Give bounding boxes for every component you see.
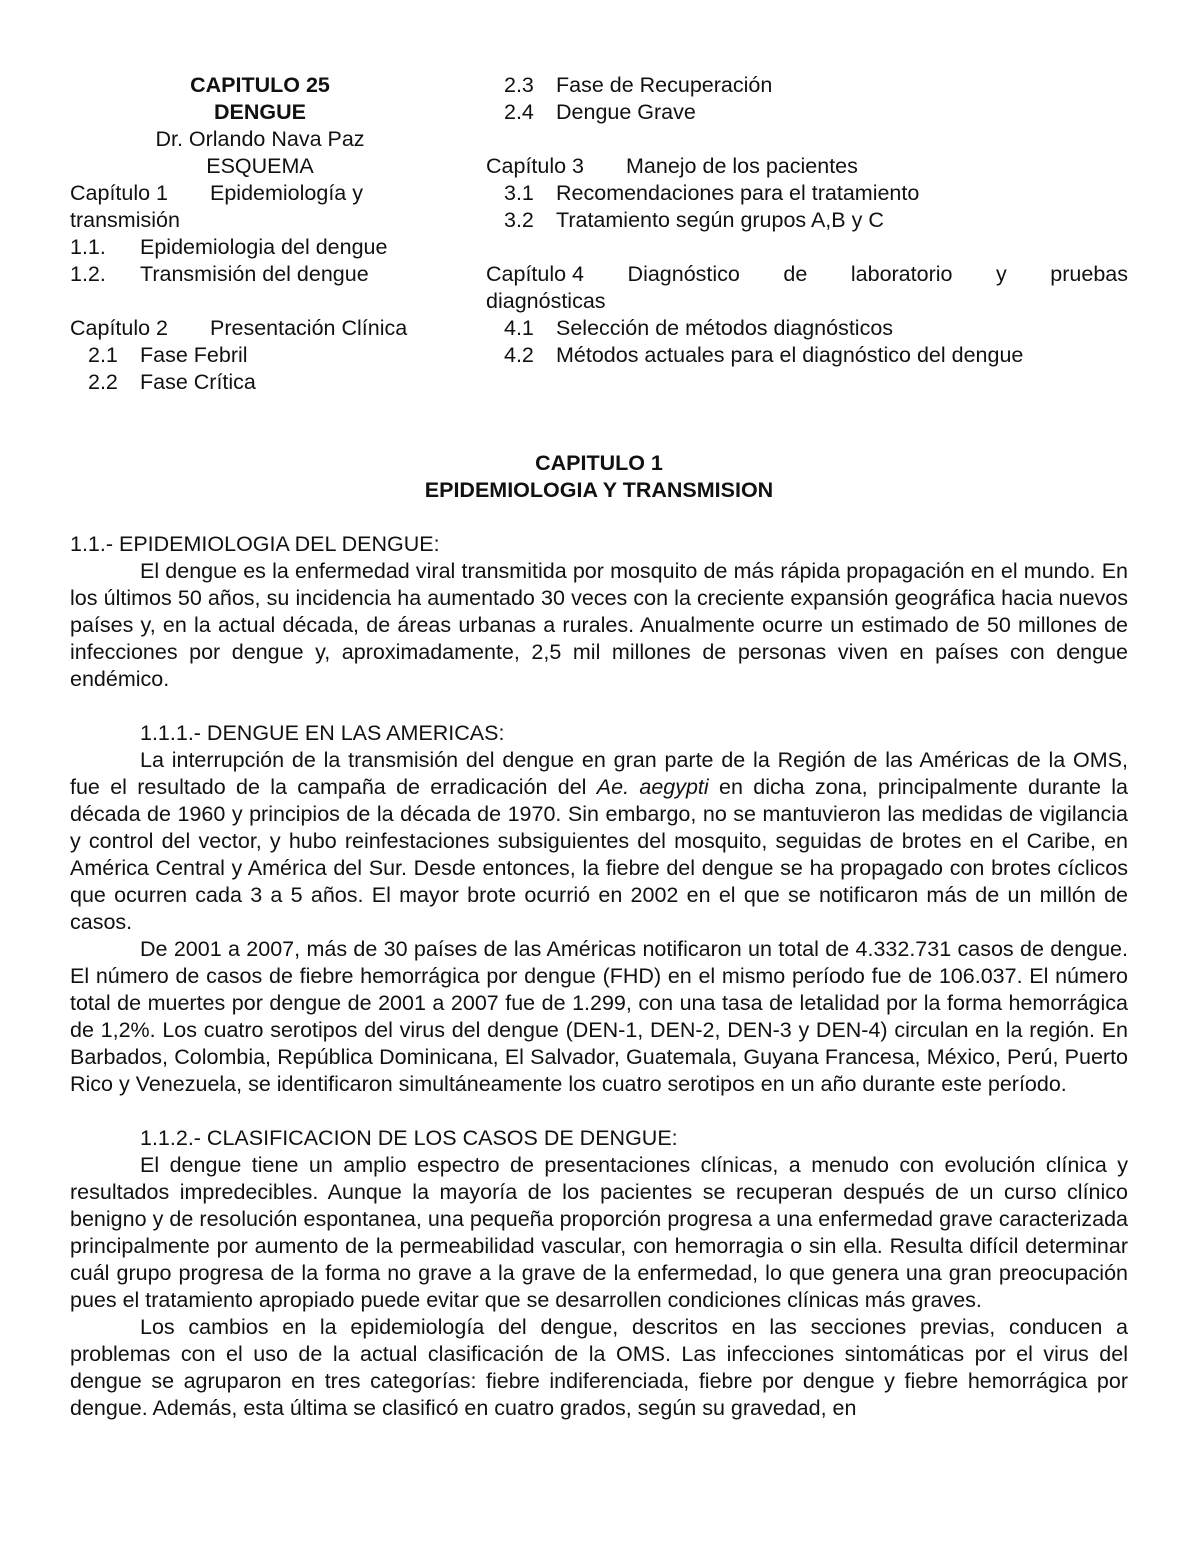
outline-item (486, 180, 1128, 207)
chapter-title: DENGUE (214, 100, 306, 124)
species-name: Ae. aegypti (596, 775, 709, 799)
item-number: 2.2 (88, 370, 118, 394)
chapter1-heading (70, 450, 1128, 504)
outline-cap4 (486, 261, 1128, 288)
paragraph: Los cambios en la epidemiología del dengue, descritos en las secciones previas, conducen a problemas con el uso de la actual clasificación de la OMS. Las infecciones sintomáticas por el virus del dengue se agruparon en tres categorías: fiebre indiferenciada, fiebre por dengue y fiebre hemorrágica por dengue. Además, esta última se clasificó en cuatro grados, según su gravedad, en (70, 1315, 1128, 1420)
cap4-word: Diagnóstico (627, 262, 740, 286)
cap1-label: Capítulo 1 (70, 181, 169, 205)
item-text: Dengue Grave (556, 100, 696, 124)
cap3-label: Capítulo 3 (486, 154, 585, 178)
outline-left-column (70, 72, 450, 396)
item-number: 4.1 (504, 316, 534, 340)
outline-cap3 (486, 153, 1128, 180)
document-page (70, 72, 1128, 1422)
outline-item (70, 342, 450, 369)
item-number: 2.1 (88, 343, 118, 367)
item-text: Métodos actuales para el diagnóstico del dengue (556, 343, 1024, 367)
outline-right-column (486, 72, 1128, 396)
outline-item (70, 369, 450, 396)
cap4-title-cont: diagnósticas (486, 289, 606, 313)
item-number: 3.2 (504, 208, 534, 232)
item-number: 1.1. (70, 235, 106, 259)
cap4-word: Capítulo 4 (486, 262, 585, 286)
chapter-number: CAPITULO 25 (190, 73, 330, 97)
item-text: Tratamiento según grupos A,B y C (556, 208, 884, 232)
section-1-1-1-title: 1.1.1.- DENGUE EN LAS AMERICAS: (140, 721, 505, 745)
cap4-word: y (996, 262, 1007, 286)
paragraph: El dengue es la enfermedad viral transmitida por mosquito de más rápida propagación en el mundo. En los últimos 50 años, su incidencia ha aumentado 30 veces con la creciente expansión geográfica hacia nuevos países y, en la actual década, de áreas urbanas a rurales. Anualmente ocurre un estimado de 50 millones de infecciones por dengue y, aproximadamente, 2,5 mil millones de personas viven en países con dengue endémico. (70, 559, 1128, 691)
item-number: 1.2. (70, 262, 106, 286)
chapter1-title: EPIDEMIOLOGIA Y TRANSMISION (424, 478, 774, 502)
paragraph-text: en dicha zona, principalmente durante la década de 1960 y principios de la década de 1970. Sin embargo, no se mantuvieron las medidas de vigilancia y control del vector, y hubo reinfestaciones subsiguientes del mosquito, seguidas de brotes en el Caribe, en América Central y América del Sur. Desde entonces, la fiebre del dengue se ha propagado con brotes cíclicos que ocurren cada 3 a 5 años. El mayor brote ocurrió en 2002 en el que se notificaron más de un millón de casos. (70, 775, 1128, 934)
item-number: 4.2 (504, 343, 534, 367)
outline-item (486, 342, 1128, 369)
item-text: Fase de Recuperación (556, 73, 773, 97)
outline-label: ESQUEMA (206, 154, 314, 178)
item-text: Epidemiologia del dengue (140, 235, 388, 259)
section-1-1-title: 1.1.- EPIDEMIOLOGIA DEL DENGUE: (70, 532, 440, 556)
cap4-word: pruebas (1050, 262, 1128, 286)
author-name: Dr. Orlando Nava Paz (155, 127, 365, 151)
outline-item (486, 72, 1128, 99)
item-text: Recomendaciones para el tratamiento (556, 181, 920, 205)
paragraph: De 2001 a 2007, más de 30 países de las Américas notificaron un total de 4.332.731 casos de dengue. El número de casos de fiebre hemorrágica por dengue (FHD) en el mismo período fue de 106.037. El número total de muertes por dengue de 2001 a 2007 fue de 1.299, con una tasa de letalidad por la forma hemorrágica de 1,2%. Los cuatro serotipos del virus del dengue (DEN-1, DEN-2, DEN-3 y DEN-4) circulan en la región. En Barbados, Colombia, República Dominicana, El Salvador, Guatemala, Guyana Francesa, México, Perú, Puerto Rico y Venezuela, se identificaron simultáneamente los cuatro serotipos en un año durante este período. (70, 937, 1128, 1096)
cap4-word: de (783, 262, 808, 286)
paragraph-text: La interrupción de la transmisión del dengue en gran parte de la Región de las Américas de la OMS, fue el resultado de la campaña de erradicación del (70, 748, 1128, 799)
cap1-title: Epidemiología y (210, 181, 363, 205)
item-number: 3.1 (504, 181, 534, 205)
outline-cap1 (70, 180, 450, 207)
item-text: Fase Febril (140, 343, 248, 367)
item-number: 2.3 (504, 73, 534, 97)
chapter1-number: CAPITULO 1 (535, 451, 663, 475)
outline-cap2 (70, 315, 450, 342)
item-text: Transmisión del dengue (140, 262, 369, 286)
cap3-title: Manejo de los pacientes (626, 154, 858, 178)
outline-item (70, 261, 450, 288)
outline-item (486, 315, 1128, 342)
item-number: 2.4 (504, 100, 534, 124)
outline-item (486, 99, 1128, 126)
cap4-word: laboratorio (850, 262, 953, 286)
section-1-1-2-title: 1.1.2.- CLASIFICACION DE LOS CASOS DE DENGUE: (140, 1126, 678, 1150)
outline-section (70, 72, 1128, 396)
paragraph: El dengue tiene un amplio espectro de presentaciones clínicas, a menudo con evolución clínica y resultados impredecibles. Aunque la mayoría de los pacientes se recuperan después de un curso clínico benigno y de resolución espontanea, una pequeña proporción progresa a una enfermedad grave caracterizada principalmente por aumento de la permeabilidad vascular, con hemorragia o sin ella. Resulta difícil determinar cuál grupo progresa de la forma no grave a la grave de la enfermedad, lo que genera una gran preocupación pues el tratamiento apropiado puede evitar que se desarrollen condiciones clínicas más graves. (70, 1153, 1128, 1312)
outline-item (486, 207, 1128, 234)
outline-item (70, 234, 450, 261)
cap1-title-cont: transmisión (70, 208, 180, 232)
paragraph (70, 747, 1128, 936)
item-text: Fase Crítica (140, 370, 256, 394)
cap2-title: Presentación Clínica (210, 316, 408, 340)
cap2-label: Capítulo 2 (70, 316, 169, 340)
item-text: Selección de métodos diagnósticos (556, 316, 894, 340)
